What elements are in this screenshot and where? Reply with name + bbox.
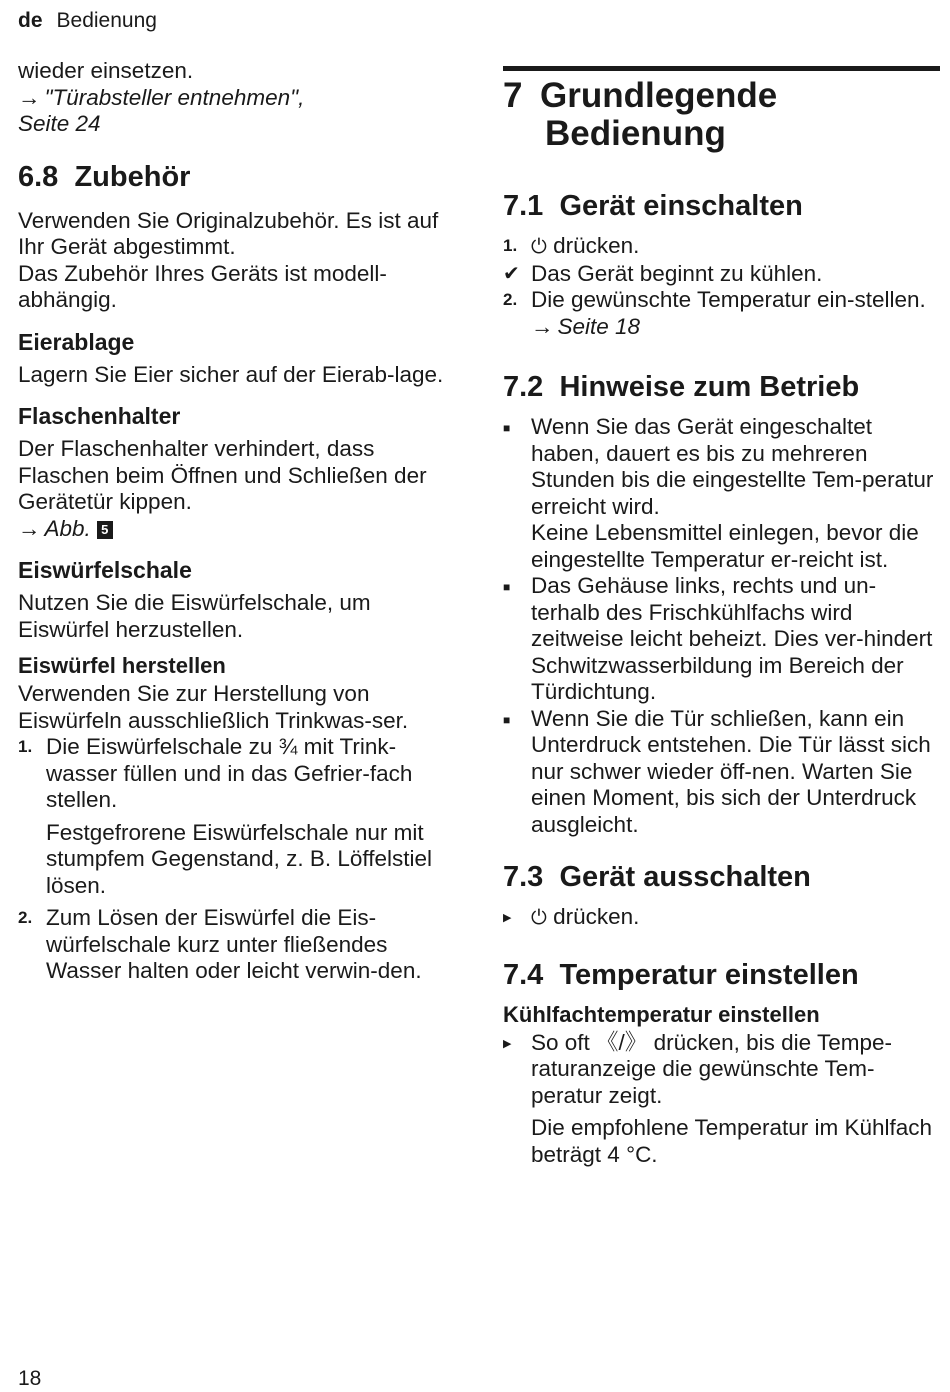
bullet-item <box>503 414 940 573</box>
subheading-eiswuerfelschale: Eiswürfelschale <box>18 557 192 583</box>
arrow-right-icon: → <box>18 515 41 541</box>
step-item <box>18 905 463 985</box>
step-note: Festgefrorene Eiswürfelschale nur mit stumpfem Gegenstand, z. B. Löffelstiel lösen. <box>46 819 433 898</box>
figure-reference: → Abb. 5 <box>18 516 463 543</box>
continuation-text: wieder einsetzen. <box>18 58 194 83</box>
subheading-kuehlfachtemperatur: Kühlfachtemperatur einstellen <box>503 1001 820 1027</box>
triangle-bullet-icon: ▶ <box>503 912 512 924</box>
step-number: 1. <box>18 737 33 756</box>
paragraph: Lagern Sie Eier sicher auf der Eierab-lage. <box>18 361 444 387</box>
square-bullet-icon: ■ <box>503 712 511 727</box>
step-number: 2. <box>503 290 518 309</box>
power-icon: ⏻ <box>531 907 547 929</box>
language-code: de <box>18 9 43 32</box>
step-item <box>18 734 463 814</box>
section-heading-7-4: 7.4 Temperatur einstellen <box>503 958 859 991</box>
paragraph: Das Zubehör Ihres Geräts ist modell-abhängig. <box>18 260 387 312</box>
square-bullet-icon: ■ <box>503 421 511 435</box>
subheading-eierablage: Eierablage <box>18 328 135 355</box>
cross-reference-page: Seite 24 <box>18 111 101 136</box>
section-heading-6-8: 6.8 Zubehör <box>18 160 191 193</box>
temperature-arrows-icon: 《/》 <box>596 1029 648 1055</box>
paragraph: Der Flaschenhalter verhindert, dass Flaschen beim Öffnen und Schließen der Gerätetür kippen. <box>18 436 427 514</box>
figure-number-badge: 5 <box>97 521 113 539</box>
bullet-item <box>503 573 940 706</box>
bullet-extra-text: Keine Lebensmittel einlegen, bevor die eingestellte Temperatur er-reicht ist. <box>531 520 919 572</box>
left-column <box>18 58 463 985</box>
step-text: Die Eiswürfelschale zu ¾ mit Trink-wasser füllen und in das Gefrier-fach stellen. <box>46 734 413 812</box>
page-header <box>18 9 157 33</box>
action-item: ▶ ⏻ drücken. <box>503 904 940 932</box>
step-number: 2. <box>18 908 33 927</box>
arrow-right-icon: → <box>531 313 554 339</box>
action-item: ▶ So oft 《/》 drücken, bis die Tempe-raturanzeige die gewünschte Tem-peratur zeigt. <box>503 1029 893 1108</box>
step-text: Zum Lösen der Eiswürfel die Eis-würfelschale kurz unter fließendes Wasser halten oder leicht verwin-den. <box>46 905 422 983</box>
chapter-heading-7: 7 Grundlegende Bedienung <box>503 76 778 153</box>
step-item: 1. ⏻ drücken. <box>503 233 940 261</box>
action-note: Die empfohlene Temperatur im Kühlfach beträgt 4 °C. <box>531 1115 933 1167</box>
bullet-text: Das Gehäuse links, rechts und un-terhalb des Frischkühlfachs wird zeitweise leicht beheizt. Dies ver-hindert Schwitzwasserbildung im Bereich der Türdichtung. <box>531 573 933 704</box>
arrow-right-icon: → <box>18 84 41 110</box>
square-bullet-icon: ■ <box>503 580 511 594</box>
bullet-item <box>503 706 940 839</box>
cross-reference: → "Türabsteller entnehmen", <box>18 84 305 110</box>
result-item <box>503 261 940 288</box>
page-reference: Seite 18 <box>557 313 641 339</box>
right-column <box>503 58 940 1168</box>
bullet-text: Wenn Sie die Tür schließen, kann ein Unterdruck entstehen. Die Tür lässt sich nur schwer wieder öff-nen. Warten Sie einen Moment, bis sich der Unterdruck ausgleicht. <box>531 705 931 837</box>
step-number: 1. <box>503 236 518 255</box>
power-icon: ⏻ <box>531 236 547 258</box>
chapter-rule <box>503 66 940 71</box>
subheading-flaschenhalter: Flaschenhalter <box>18 403 181 429</box>
section-heading-7-3: 7.3 Gerät ausschalten <box>503 861 811 893</box>
step-item: 2. Die gewünschte Temperatur ein-stellen. → Seite 18 <box>503 287 926 339</box>
checkmark-icon: ✔ <box>503 262 520 285</box>
paragraph: Nutzen Sie die Eiswürfelschale, um Eiswürfel herzustellen. <box>18 590 371 642</box>
bullet-text: Wenn Sie das Gerät eingeschaltet haben, dauert es bis zu mehreren Stunden bis die eingestellte Tem-peratur erreicht wird. <box>531 414 934 519</box>
paragraph: Verwenden Sie zur Herstellung von Eiswürfeln ausschließlich Trinkwas-ser. <box>18 681 409 733</box>
result-text: Das Gerät beginnt zu kühlen. <box>531 260 823 286</box>
subheading-eiswuerfel-herstellen: Eiswürfel herstellen <box>18 653 226 678</box>
triangle-bullet-icon: ▶ <box>503 1037 512 1050</box>
section-heading-7-2: 7.2 Hinweise zum Betrieb <box>503 371 860 403</box>
header-section-title: Bedienung <box>56 9 157 32</box>
page-number: 18 <box>18 1367 42 1390</box>
paragraph: Verwenden Sie Originalzubehör. Es ist auf Ihr Gerät abgestimmt. <box>18 207 439 259</box>
section-heading-7-1: 7.1 Gerät einschalten <box>503 190 803 222</box>
